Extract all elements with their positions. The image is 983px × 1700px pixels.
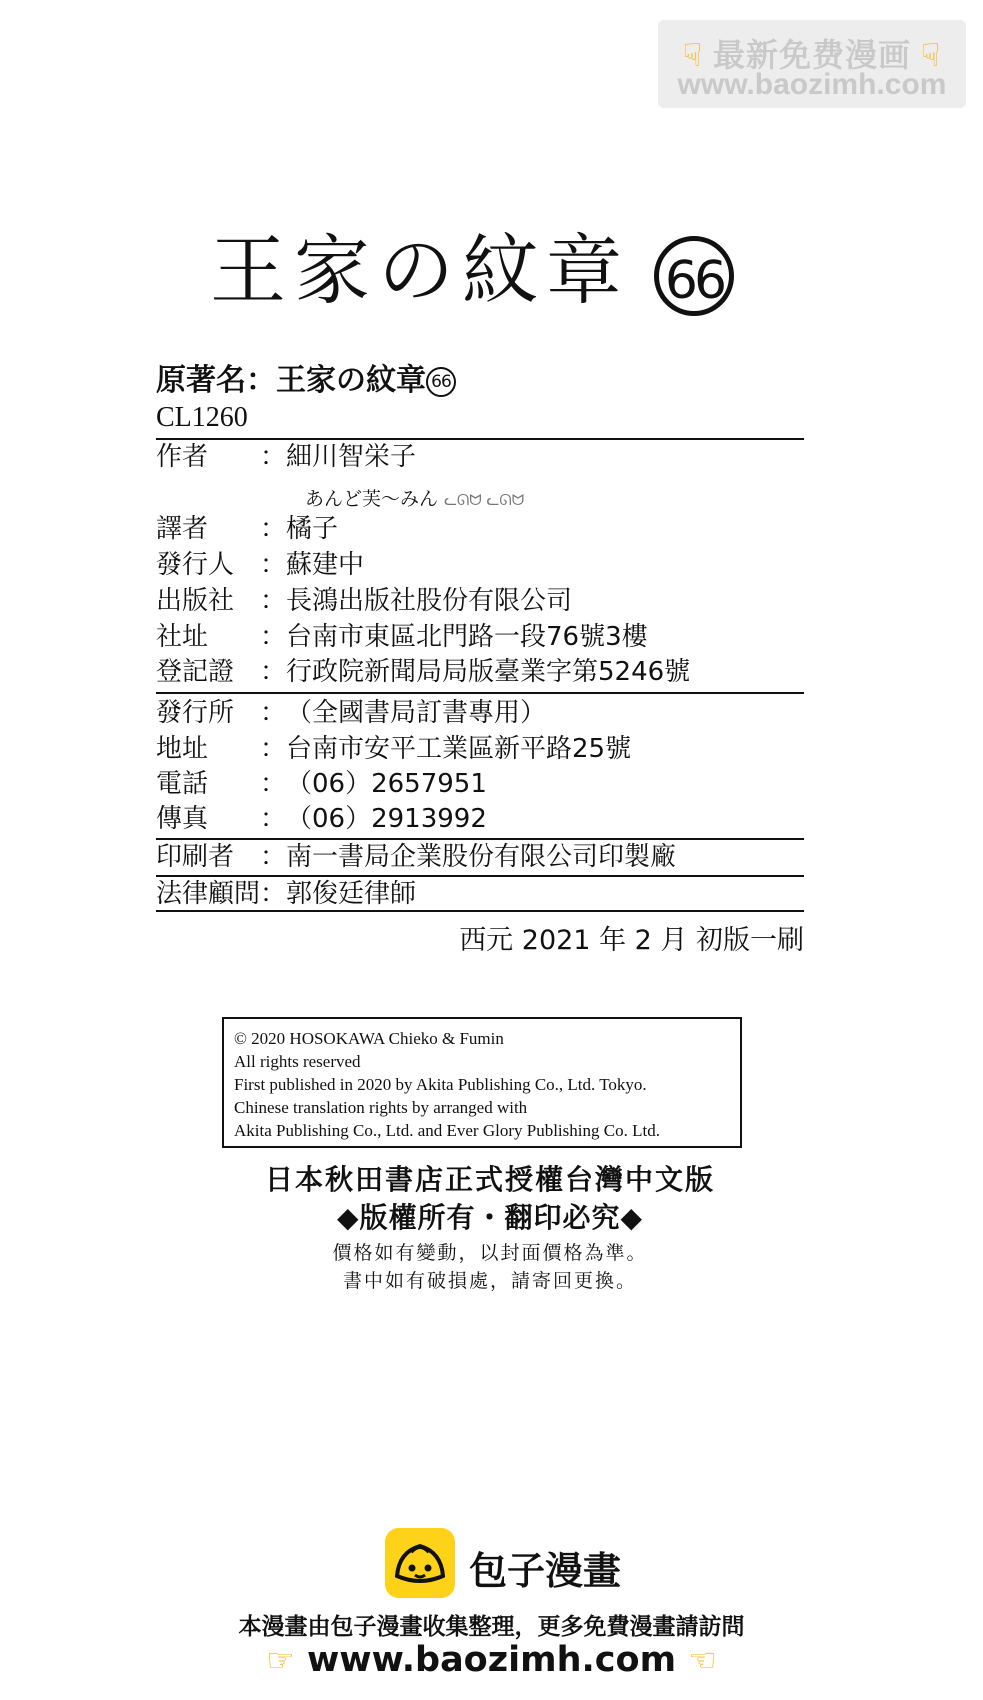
watermark-url[interactable]: www.baozimh.com: [677, 68, 947, 101]
cat-doodle-icon: ᓚᘏᗢ ᓚᘏᗢ: [444, 491, 525, 509]
phone-row: [156, 767, 804, 801]
copyright-line: First published in 2020 by Akita Publishing Co., Ltd. Tokyo.: [234, 1075, 647, 1094]
authorization-notice: 日本秋田書店正式授權台灣中文版: [264, 1163, 715, 1196]
rights-notice: ◆版權所有・翻印必究◆: [336, 1201, 644, 1234]
volume-badge-small: 66: [426, 367, 456, 397]
registration-value: 行政院新聞局局版臺業字第5246號: [286, 657, 691, 687]
distributor-row: [156, 696, 804, 730]
site-url-link[interactable]: www.baozimh.com: [306, 1640, 677, 1680]
address-label: 地址 ：: [156, 734, 286, 764]
book-title: 王家の紋章: [210, 226, 630, 315]
printer-value: 南一書局企業股份有限公司印製廠: [286, 842, 677, 872]
translator-row: [156, 512, 804, 546]
issuer-value: 蘇建中: [286, 550, 365, 580]
copyright-line: Chinese translation rights by arranged with: [234, 1098, 528, 1117]
catalog-code: CL1260: [156, 402, 248, 433]
divider: [156, 910, 804, 912]
footer-description: 本漫畫由包子漫畫收集整理，更多免費漫畫請訪問: [238, 1614, 745, 1640]
fax-value: （06）2913992: [286, 804, 487, 834]
printer-row: [156, 840, 804, 874]
volume-badge: 66: [654, 236, 734, 316]
phone-label: 電話 ：: [156, 769, 286, 799]
copyright-line: Akita Publishing Co., Ltd. and Ever Glory Publishing Co. Ltd.: [234, 1121, 660, 1140]
brand-name: 包子漫畫: [469, 1549, 622, 1593]
issuer-row: [156, 548, 804, 582]
author-sub-value: あんど芙〜みん ᓚᘏᗢ ᓚᘏᗢ: [305, 488, 525, 510]
phone-value: （06）2657951: [286, 769, 487, 799]
legal-row: [156, 877, 804, 911]
author-row: [156, 440, 804, 474]
fax-row: [156, 802, 804, 836]
publisher-address-row: [156, 620, 804, 654]
watermark-line1: 最新免费漫画: [712, 37, 911, 73]
divider: [156, 692, 804, 694]
printer-label: 印刷者 ：: [156, 842, 286, 872]
legal-label: 法律顧問 ：: [156, 879, 287, 909]
pointing-right-hand-icon: ☞: [266, 1641, 295, 1679]
page-title: [210, 226, 770, 316]
distributor-label: 發行所 ：: [156, 698, 286, 728]
watermark: [658, 20, 966, 108]
damage-note: 書中如有破損處，請寄回更換。: [342, 1270, 637, 1292]
copyright-box: [222, 1017, 742, 1148]
copyright-line: All rights reserved: [234, 1052, 361, 1071]
publisher-value: 長鴻出版社股份有限公司: [286, 586, 573, 616]
registration-label: 登記證 ：: [156, 657, 286, 687]
pointing-down-hand-icon: ☟: [920, 37, 942, 73]
issuer-label: 發行人 ：: [156, 550, 286, 580]
price-note: 價格如有變動，以封面價格為準。: [332, 1242, 648, 1264]
fax-label: 傳真 ：: [156, 804, 286, 834]
baozi-logo-icon: [385, 1528, 455, 1598]
registration-row: [156, 655, 804, 689]
publisher-address-value: 台南市東區北門路一段76號3樓: [286, 622, 648, 652]
pointing-left-hand-icon: ☜: [688, 1641, 717, 1679]
publisher-label: 出版社 ：: [156, 586, 286, 616]
legal-value: 郭俊廷律師: [286, 879, 417, 909]
pointing-down-hand-icon: ☟: [682, 37, 704, 73]
author-value: 細川智栄子: [286, 442, 417, 472]
publisher-row: [156, 584, 804, 618]
edition-date: 西元 2021 年 2 月 初版一刷: [459, 925, 804, 956]
publisher-address-label: 社址 ：: [156, 622, 286, 652]
distributor-value: （全國書局訂書專用）: [286, 698, 547, 728]
author-label: 作者 ：: [156, 442, 286, 472]
translator-value: 橘子: [286, 514, 339, 544]
translator-label: 譯者 ：: [156, 514, 286, 544]
address-row: [156, 732, 804, 766]
address-value: 台南市安平工業區新平路25號: [286, 734, 632, 764]
original-title: 原著名：王家の紋章 66: [156, 355, 456, 399]
footer-url[interactable]: [0, 1640, 983, 1680]
copyright-line: © 2020 HOSOKAWA Chieko & Fumin: [234, 1029, 504, 1048]
